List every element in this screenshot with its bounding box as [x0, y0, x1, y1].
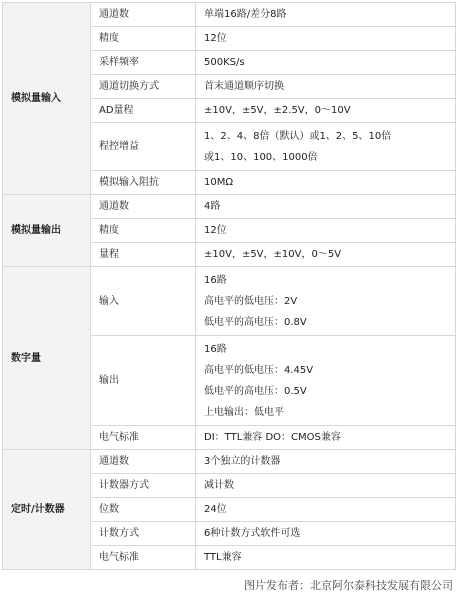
parameter-cell: 通道数 — [91, 3, 196, 27]
parameter-cell: 电气标准 — [91, 546, 196, 570]
value-line: 高电平的低电压：2V — [204, 295, 298, 307]
value-cell — [196, 171, 456, 195]
value-line: 首末通道顺序切换 — [204, 81, 284, 92]
table-row — [3, 450, 456, 474]
table-row — [3, 3, 456, 27]
value-line: 24位 — [204, 504, 227, 515]
parameter-cell: 采样频率 — [91, 51, 196, 75]
table-row — [3, 267, 456, 336]
value-cell — [196, 450, 456, 474]
value-line: 3个独立的计数器 — [204, 456, 281, 467]
value-line: 单端16路/差分8路 — [204, 9, 287, 20]
parameter-cell: 计数方式 — [91, 522, 196, 546]
value-cell — [196, 267, 456, 336]
parameter-cell: 位数 — [91, 498, 196, 522]
value-line: 上电输出：低电平 — [204, 406, 284, 418]
parameter-cell: 精度 — [91, 219, 196, 243]
value-cell — [196, 99, 456, 123]
parameter-cell: 模拟输入阻抗 — [91, 171, 196, 195]
value-line: ±10V，±5V，±2.5V，0～10V — [204, 105, 351, 116]
value-line: 6种计数方式软件可选 — [204, 528, 301, 539]
value-line: DI：TTL兼容 DO：CMOS兼容 — [204, 432, 341, 443]
table-row — [3, 195, 456, 219]
value-line: 4路 — [204, 201, 221, 212]
value-cell — [196, 243, 456, 267]
value-cell — [196, 195, 456, 219]
parameter-cell: 量程 — [91, 243, 196, 267]
category-cell: 数字量 — [3, 267, 91, 450]
parameter-cell: 计数器方式 — [91, 474, 196, 498]
value-cell — [196, 123, 456, 171]
value-line: 16路 — [204, 274, 227, 286]
parameter-cell: 电气标准 — [91, 426, 196, 450]
parameter-cell: 精度 — [91, 27, 196, 51]
value-cell — [196, 27, 456, 51]
spec-table-body — [3, 3, 456, 570]
value-line: 或1、10、100、1000倍 — [204, 151, 318, 163]
value-cell — [196, 498, 456, 522]
value-line: TTL兼容 — [204, 552, 242, 563]
category-cell: 模拟量输出 — [3, 195, 91, 267]
parameter-cell: AD量程 — [91, 99, 196, 123]
parameter-cell: 输入 — [91, 267, 196, 336]
value-line: 低电平的高电压：0.5V — [204, 385, 307, 397]
value-line: 高电平的低电压：4.45V — [204, 364, 314, 376]
value-line: 1、2、4、8倍（默认）或1、2、5、10倍 — [204, 130, 392, 142]
value-line: 12位 — [204, 33, 227, 44]
value-line: ±10V，±5V，±10V，0～5V — [204, 249, 342, 260]
value-line: 16路 — [204, 343, 227, 355]
value-line: 500KS/s — [204, 57, 245, 68]
category-cell: 定时/计数器 — [3, 450, 91, 570]
value-line: 低电平的高电压：0.8V — [204, 316, 307, 328]
parameter-cell: 输出 — [91, 336, 196, 426]
publisher-watermark: 图片发布者：北京阿尔泰科技发展有限公司 — [244, 579, 453, 592]
category-cell: 模拟量输入 — [3, 3, 91, 195]
value-cell — [196, 51, 456, 75]
value-line: 12位 — [204, 225, 227, 236]
parameter-cell: 通道切换方式 — [91, 75, 196, 99]
value-line: 10MΩ — [204, 177, 233, 188]
value-cell — [196, 546, 456, 570]
value-cell — [196, 75, 456, 99]
value-cell — [196, 3, 456, 27]
parameter-cell: 通道数 — [91, 195, 196, 219]
value-cell — [196, 474, 456, 498]
spec-table — [2, 2, 456, 570]
value-cell — [196, 336, 456, 426]
value-cell — [196, 426, 456, 450]
parameter-cell: 通道数 — [91, 450, 196, 474]
value-line: 减计数 — [204, 480, 234, 491]
value-cell — [196, 219, 456, 243]
parameter-cell: 程控增益 — [91, 123, 196, 171]
value-cell — [196, 522, 456, 546]
